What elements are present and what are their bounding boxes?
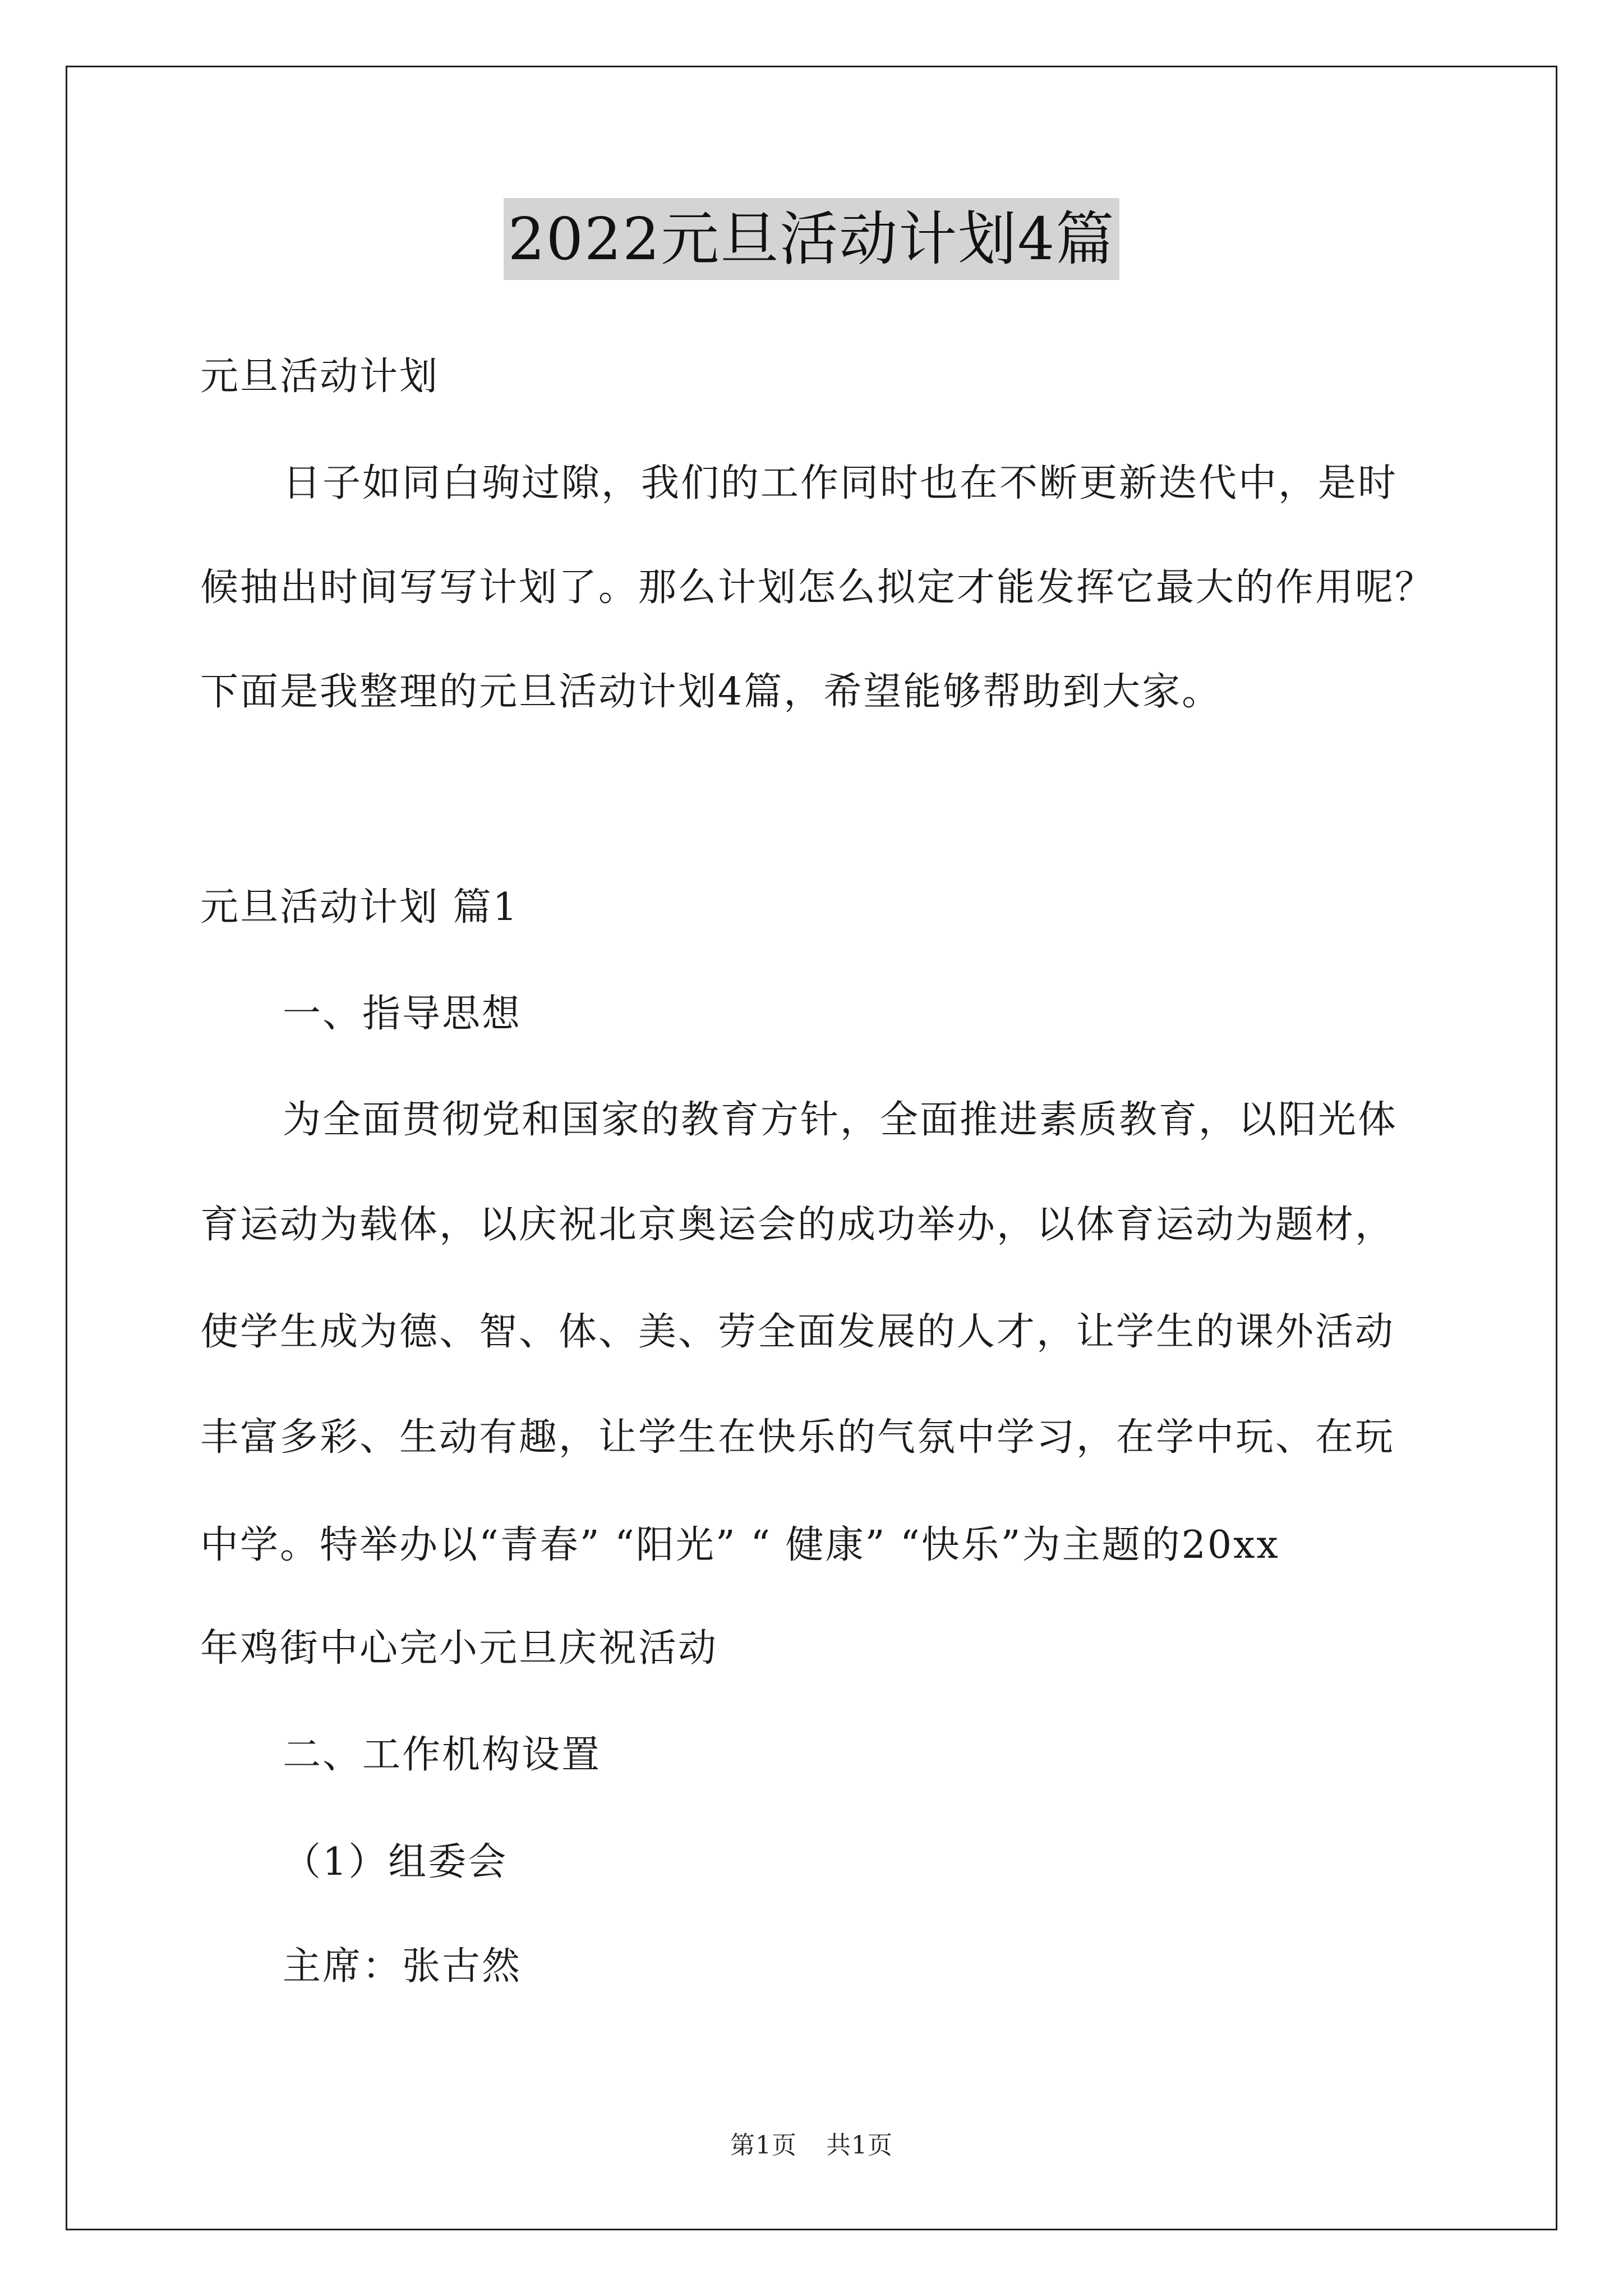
body-paragraph-line: 丰富多彩、生动有趣，让学生在快乐的气氛中学习，在学中玩、在玩 (200, 1415, 1395, 1460)
intro-paragraph-line: 日子如同白驹过隙，我们的工作同时也在不断更新迭代中，是时 (283, 461, 1398, 505)
page-number-total: 共1页 (826, 2131, 893, 2160)
page-footer (0, 2129, 1623, 2162)
document-title: 2022元旦活动计划4篇 (504, 198, 1120, 280)
body-paragraph-line: 育运动为载体，以庆祝北京奥运会的成功举办，以体育运动为题材， (200, 1203, 1395, 1247)
title-container (0, 198, 1623, 280)
body-paragraph-line: 为全面贯彻党和国家的教育方针，全面推进素质教育，以阳光体 (283, 1098, 1398, 1142)
body-paragraph-line: 中学。特举办以“青春” “阳光” “ 健康” “快乐”为主题的20xx (200, 1523, 1280, 1567)
list-item-heading: （1）组委会 (283, 1840, 508, 1884)
body-paragraph-line: 使学生成为德、智、体、美、劳全面发展的人才，让学生的课外活动 (200, 1310, 1395, 1354)
subsection-heading: 一、指导思想 (283, 992, 522, 1036)
subsection-heading: 二、工作机构设置 (283, 1733, 602, 1777)
section-heading: 元旦活动计划 (200, 355, 440, 399)
chapter-heading: 元旦活动计划 篇1 (200, 885, 519, 930)
intro-paragraph-line: 下面是我整理的元旦活动计划4篇，希望能够帮助到大家。 (200, 670, 1222, 714)
intro-paragraph-line: 候抽出时间写写计划了。那么计划怎么拟定才能发挥它最大的作用呢？ (200, 565, 1435, 610)
body-paragraph-line: 年鸡街中心完小元旦庆祝活动 (200, 1626, 718, 1671)
list-item-text: 主席：张古然 (283, 1944, 522, 1989)
page-number-current: 第1页 (730, 2131, 797, 2160)
